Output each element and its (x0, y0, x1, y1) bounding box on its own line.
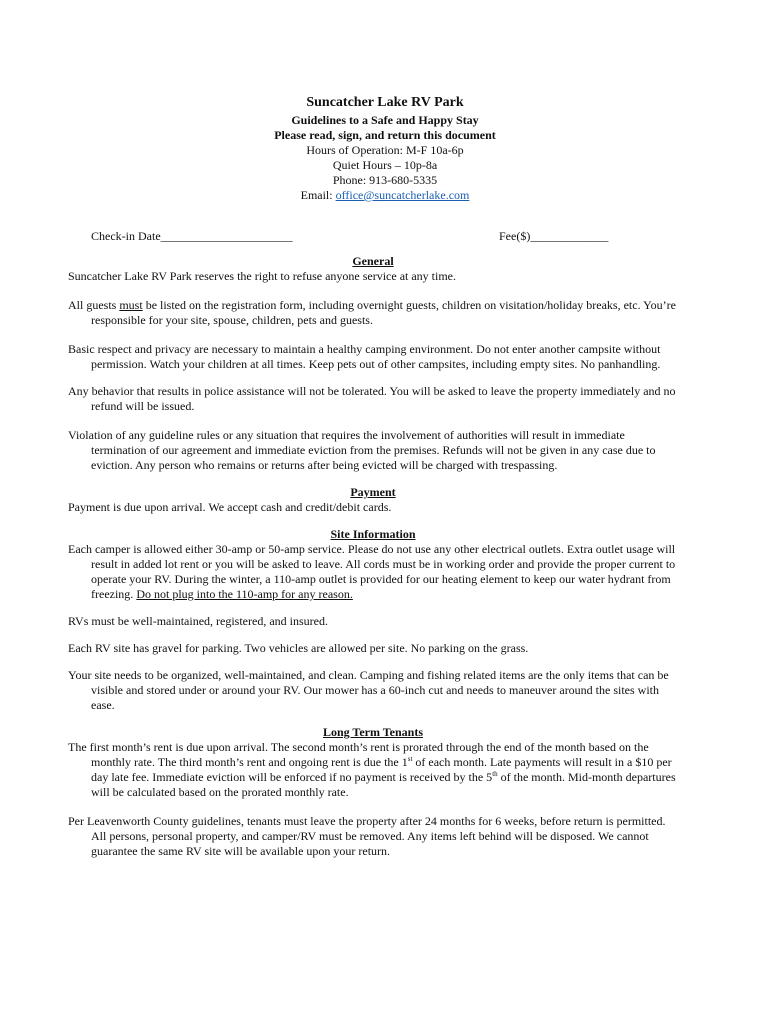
site-paragraph-2: RVs must be well-maintained, registered, and insured. (68, 614, 328, 628)
email-line (0, 188, 770, 203)
document-header (0, 94, 770, 203)
quiet-hours: Quiet Hours – 10p-8a (332, 158, 438, 172)
long-term-tenants-heading: Long Term Tenants (322, 725, 424, 739)
general-heading: General (352, 254, 394, 268)
general-p2-text-b: be listed on the registration form, including overnight guests, children on visitation/holiday breaks, etc. You’re responsible for your site, spouse, children, pets and guests. (91, 298, 676, 327)
long-term-paragraph-1 (68, 740, 678, 800)
site-p1-underlined-warning: Do not plug into the 110-amp for any reason. (136, 587, 353, 601)
site-paragraph-1 (68, 542, 678, 602)
checkin-date-field[interactable]: Check-in Date______________________ (91, 229, 293, 243)
general-paragraph-5: Violation of any guideline rules or any situation that requires the involvement of authorities will result in immediate termination of our agreement and immediate eviction from the premises. Refunds will not be given in any case due to eviction. Any person who remains or returns after being evicted will be charged with trespassing. (68, 428, 656, 472)
phone-number: Phone: 913-680-5335 (332, 173, 438, 187)
document-body (68, 254, 678, 859)
long-term-p1-text-b: of each month. Late payments will result in a $10 per day late fee. Immediate eviction will be enforced if no payment is received by the 5 (91, 755, 672, 784)
general-paragraph-3: Basic respect and privacy are necessary to maintain a healthy camping environment. Do not enter another campsite without permission. Watch your children at all times. Keep pets out of other campsites, including empty sites. No panhandling. (68, 342, 661, 371)
payment-heading: Payment (350, 485, 396, 499)
email-label: Email: (300, 188, 336, 202)
general-paragraph-4: Any behavior that results in police assistance will not be tolerated. You will be asked to leave the property immediately and no refund will be issued. (68, 384, 676, 413)
general-paragraph-1: Suncatcher Lake RV Park reserves the right to refuse anyone service at any time. (68, 269, 457, 283)
site-paragraph-3: Each RV site has gravel for parking. Two vehicles are allowed per site. No parking on the grass. (68, 641, 529, 655)
hours-of-operation: Hours of Operation: M-F 10a-6p (306, 143, 464, 157)
long-term-p1-text-c: of the month. Mid-month departures will be calculated based on the prorated monthly rate. (91, 770, 676, 799)
long-term-p1-sup-th: th (492, 770, 498, 778)
site-information-heading: Site Information (330, 527, 416, 541)
fee-field[interactable]: Fee($)_____________ (499, 229, 609, 243)
guidelines-subtitle: Guidelines to a Safe and Happy Stay (291, 113, 479, 127)
general-p2-must: must (119, 298, 143, 312)
park-title: Suncatcher Lake RV Park (306, 95, 464, 110)
site-paragraph-4: Your site needs to be organized, well-maintained, and clean. Camping and fishing related items are the only items that can be visible and stored under or around your RV. Our mower has a 60-inch cut and needs to maneuver around the sites with ease. (68, 668, 669, 712)
general-p2-text-a: All guests (68, 298, 120, 312)
long-term-p1-sup-st: st (407, 755, 413, 763)
checkin-fee-row (0, 229, 770, 245)
long-term-paragraph-2: Per Leavenworth County guidelines, tenants must leave the property after 24 months for 6 weeks, before return is permitted. All persons, personal property, and camper/RV must be removed. Any items left behind will be disposed. We cannot guarantee the same RV site will be available upon your return. (68, 814, 666, 858)
email-link[interactable]: office@suncatcherlake.com (335, 188, 470, 202)
long-term-p1-text-a: The first month’s rent is due upon arrival. The second month’s rent is prorated through the end of the month based on the monthly rate. The third month’s rent and ongoing rent is due the 1 (68, 740, 649, 769)
instruction-line: Please read, sign, and return this document (274, 128, 496, 142)
payment-paragraph-1: Payment is due upon arrival. We accept cash and credit/debit cards. (68, 500, 392, 514)
general-paragraph-2 (68, 298, 678, 328)
site-p1-text: Each camper is allowed either 30-amp or 50-amp service. Please do not use any other electrical outlets. Extra outlet usage will result in added lot rent or you will be asked to leave. All cords must be in working order and provide the proper current to operate your RV. During the winter, a 110-amp outlet is provided for our heating element to keep our water hydrant from freezing. (68, 542, 676, 601)
